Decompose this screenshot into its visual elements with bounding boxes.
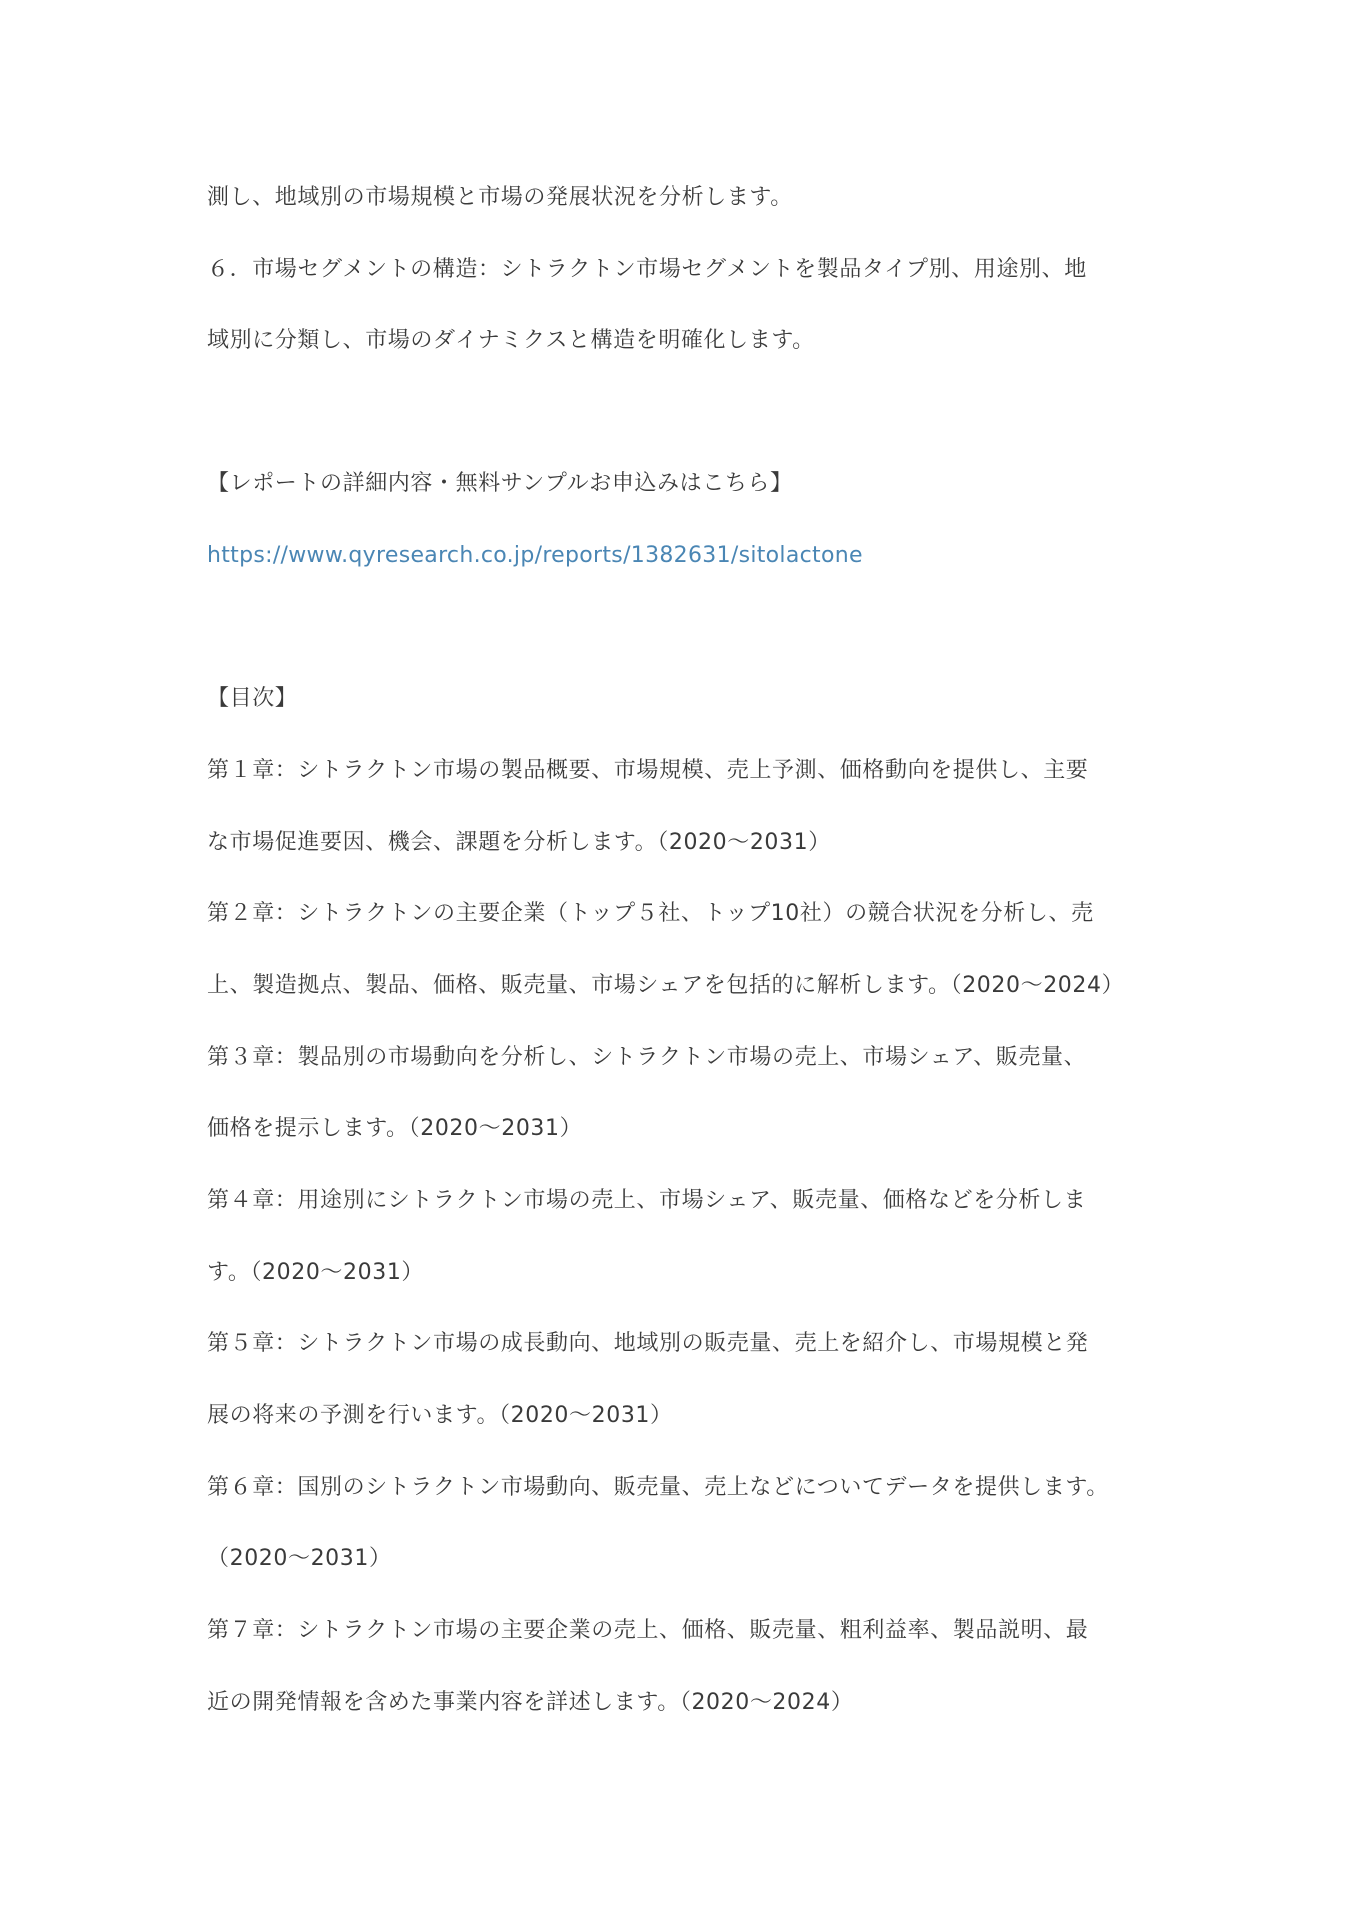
toc-line: す。（2020～2031） xyxy=(207,1260,425,1285)
toc-line: 第６章：国別のシトラクトン市場動向、販売量、売上などについてデータを提供します。 xyxy=(207,1475,1109,1500)
toc-line: 上、製造拠点、製品、価格、販売量、市場シェアを包括的に解析します。（2020～2024） xyxy=(207,973,1125,998)
intro-line: 域別に分類し、市場のダイナミクスと構造を明確化します。 xyxy=(207,328,815,353)
toc-line: （2020～2031） xyxy=(207,1546,392,1571)
intro-line: ６．市場セグメントの構造：シトラクトン市場セグメントを製品タイプ別、用途別、地 xyxy=(207,257,1087,282)
toc-line: 第１章：シトラクトン市場の製品概要、市場規模、売上予測、価格動向を提供し、主要 xyxy=(207,758,1089,783)
toc-heading: 【目次】 xyxy=(207,686,298,711)
intro-line: 測し、地域別の市場規模と市場の発展状況を分析します。 xyxy=(207,185,793,210)
toc-line: 第７章：シトラクトン市場の主要企業の売上、価格、販売量、粗利益率、製品説明、最 xyxy=(207,1618,1089,1643)
toc-line: 第５章：シトラクトン市場の成長動向、地域別の販売量、売上を紹介し、市場規模と発 xyxy=(207,1331,1089,1356)
toc-line: な市場促進要因、機会、課題を分析します。（2020～2031） xyxy=(207,830,831,855)
toc-line: 第２章：シトラクトンの主要企業（トップ５社、トップ10社）の競合状況を分析し、売 xyxy=(207,901,1094,926)
report-link[interactable]: https://www.qyresearch.co.jp/reports/1382631/sitolactone xyxy=(207,543,863,568)
toc-line: 展の将来の予測を行います。（2020～2031） xyxy=(207,1403,673,1428)
toc-line: 第４章：用途別にシトラクトン市場の売上、市場シェア、販売量、価格などを分析しま xyxy=(207,1188,1087,1213)
toc-line: 価格を提示します。（2020～2031） xyxy=(207,1116,583,1141)
toc-line: 第３章：製品別の市場動向を分析し、シトラクトン市場の売上、市場シェア、販売量、 xyxy=(207,1045,1087,1070)
report-heading: 【レポートの詳細内容・無料サンプルお申込みはこちら】 xyxy=(207,471,793,496)
toc-line: 近の開発情報を含めた事業内容を詳述します。（2020～2024） xyxy=(207,1690,854,1715)
